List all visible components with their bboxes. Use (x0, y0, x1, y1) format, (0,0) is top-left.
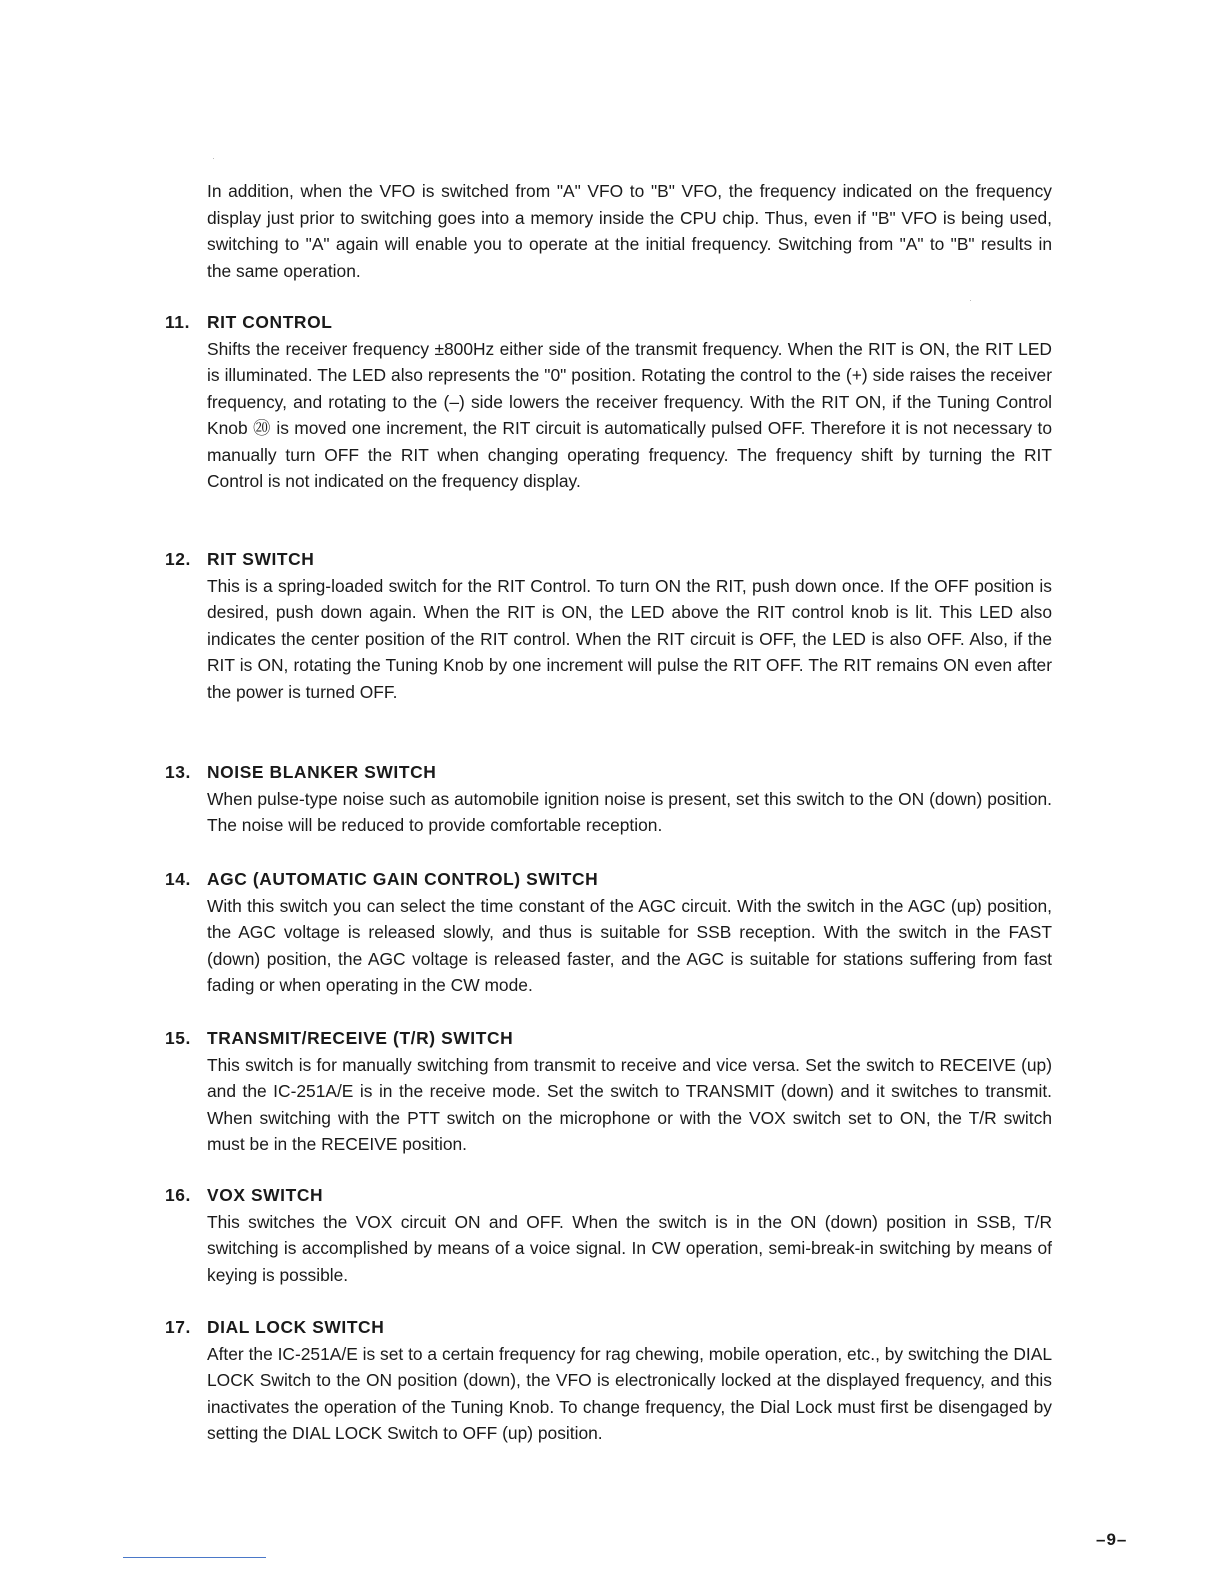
section-body: This is a spring-loaded switch for the RIT Control. To turn ON the RIT, push down once. If the OFF position is desired, push down again. When the RIT is ON, the LED above the RIT control knob is lit. This LED also indicates the center position of the RIT control. When the RIT circuit is OFF, the LED is also OFF. Also, if the RIT is ON, rotating the Tuning Knob by one increment will pulse the RIT OFF. The RIT remains ON even after the power is turned OFF. (207, 575, 1052, 702)
section-title: DIAL LOCK SWITCH (207, 1317, 385, 1337)
section-number: 17. (165, 1317, 191, 1337)
section-number: 13. (165, 762, 191, 782)
footer-rule (123, 1557, 266, 1558)
section-heading (165, 759, 1055, 786)
section-dial-lock-switch (165, 1314, 1055, 1447)
section-heading (165, 866, 1055, 893)
section-noise-blanker-switch (165, 759, 1055, 839)
section-heading (165, 309, 1055, 336)
section-vox-switch (165, 1182, 1055, 1288)
section-title: VOX SWITCH (207, 1185, 324, 1205)
scan-speck (213, 158, 214, 159)
section-body: When pulse-type noise such as automobile ignition noise is present, set this switch to the ON (down) position. The noise will be reduced to provide comfortable reception. (207, 788, 1052, 835)
section-agc-switch (165, 866, 1055, 999)
section-title: AGC (AUTOMATIC GAIN CONTROL) SWITCH (207, 869, 599, 889)
section-rit-switch (165, 546, 1055, 705)
section-title: RIT CONTROL (207, 312, 333, 332)
section-number: 15. (165, 1028, 191, 1048)
page-number: –9– (1096, 1530, 1128, 1549)
section-heading (165, 1182, 1055, 1209)
section-body: Shifts the receiver frequency ±800Hz either side of the transmit frequency. When the RIT is ON, the RIT LED is illuminated. The LED also represents the "0" position. Rotating the control to the (+) side raises the receiver frequency, and rotating to the (–) side lowers the receiver frequency. With the RIT ON, if the Tuning Control Knob ⑳ is moved one increment, the RIT circuit is automatically pulsed OFF. Therefore it is not necessary to manually turn OFF the RIT when changing operating frequency. The frequency shift by turning the RIT Control is not indicated on the frequency display. (207, 338, 1052, 491)
section-title: NOISE BLANKER SWITCH (207, 762, 437, 782)
section-body: With this switch you can select the time constant of the AGC circuit. With the switch in the AGC (up) position, the AGC voltage is released slowly, and thus is suitable for SSB reception. With the switch in the FAST (down) position, the AGC voltage is released faster, and the AGC is suitable for stations suffering from fast fading or when operating in the CW mode. (207, 895, 1052, 995)
section-heading (165, 1025, 1055, 1052)
section-title: TRANSMIT/RECEIVE (T/R) SWITCH (207, 1028, 514, 1048)
section-body: This switch is for manually switching from transmit to receive and vice versa. Set the switch to RECEIVE (up) and the IC-251A/E is in the receive mode. Set the switch to TRANSMIT (down) and it switches to transmit. When switching with the PTT switch on the microphone or with the VOX switch set to ON, the T/R switch must be in the RECEIVE position. (207, 1054, 1052, 1154)
intro-paragraph: In addition, when the VFO is switched from "A" VFO to "B" VFO, the frequency indicated on the frequency display just prior to switching goes into a memory inside the CPU chip. Thus, even if "B" VFO is being used, switching to "A" again will enable you to operate at the initial frequency. Switching from "A" to "B" results in the same operation. (207, 181, 1052, 281)
section-number: 16. (165, 1185, 191, 1205)
section-number: 14. (165, 869, 191, 889)
section-transmit-receive-switch (165, 1025, 1055, 1158)
section-body: After the IC-251A/E is set to a certain frequency for rag chewing, mobile operation, etc., by switching the DIAL LOCK Switch to the ON position (down), the VFO is electronically locked at the displayed frequency, and this inactivates the operation of the Tuning Knob. To change frequency, the Dial Lock must first be disengaged by setting the DIAL LOCK Switch to OFF (up) position. (207, 1343, 1052, 1443)
scan-speck (970, 300, 971, 301)
section-title: RIT SWITCH (207, 549, 315, 569)
section-number: 11. (165, 312, 191, 332)
section-heading (165, 1314, 1055, 1341)
section-body: This switches the VOX circuit ON and OFF. When the switch is in the ON (down) position in SSB, T/R switching is accomplished by means of a voice signal. In CW operation, semi-break-in switching by means of keying is possible. (207, 1211, 1052, 1285)
section-rit-control (165, 309, 1055, 495)
section-number: 12. (165, 549, 191, 569)
section-heading (165, 546, 1055, 573)
